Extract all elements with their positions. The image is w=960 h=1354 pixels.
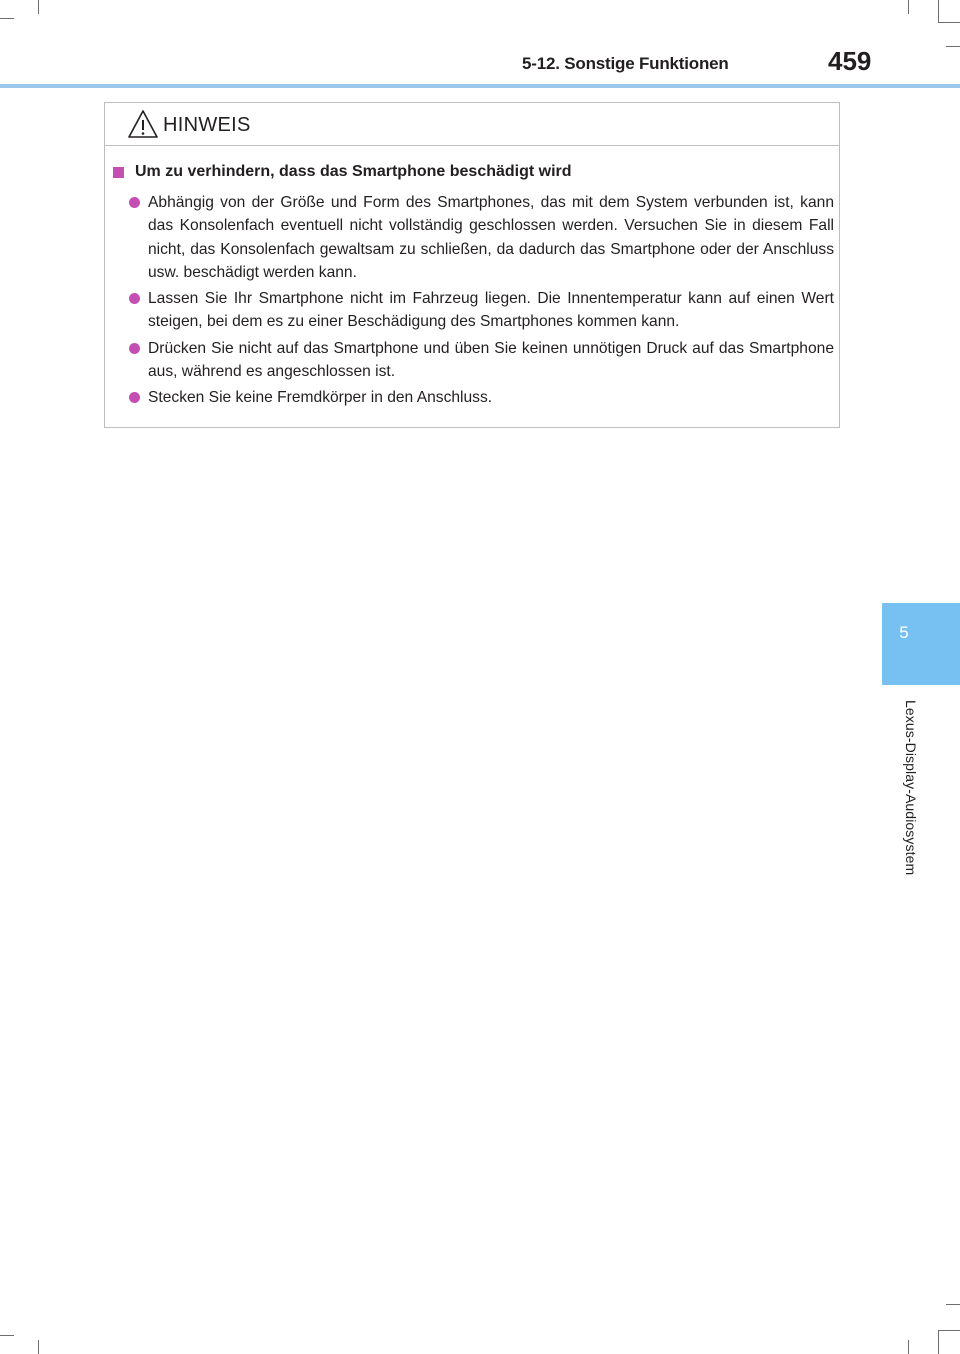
notice-list-item — [129, 337, 834, 384]
crop-mark — [908, 1340, 909, 1354]
chapter-number: 5 — [899, 623, 909, 642]
crop-mark — [38, 1340, 39, 1354]
crop-mark — [938, 0, 939, 22]
bullet-dot-icon — [129, 343, 140, 354]
notice-item-text: Abhängig von der Größe und Form des Smartphones, das mit dem System verbunden ist, kann das Konsolenfach eventuell nicht vollständig geschlossen werden. Versuchen Sie in diesem Fall nicht, das Konsolenfach gewaltsam zu schließen, da dadurch das Smartphone oder der Anschluss usw. beschädigt werden kann. — [148, 194, 834, 282]
notice-item-text: Stecken Sie keine Fremdkörper in den Anschluss. — [148, 389, 493, 406]
notice-list-item — [129, 386, 834, 409]
crop-mark — [0, 18, 14, 19]
header-rule — [0, 84, 960, 88]
chapter-label: Lexus-Display-Audiosystem — [903, 700, 919, 876]
crop-mark — [946, 46, 960, 47]
chapter-tab — [882, 603, 960, 685]
crop-mark — [38, 0, 39, 14]
notice-item-text: Lassen Sie Ihr Smartphone nicht im Fahrzeug liegen. Die Innentemperatur kann auf einen Wert steigen, bei dem es zu einer Beschädigung des Smartphones kommen kann. — [148, 290, 834, 331]
notice-box — [104, 102, 840, 428]
crop-mark — [938, 1330, 960, 1331]
page-number: 459 — [828, 46, 872, 76]
notice-item-text: Drücken Sie nicht auf das Smartphone und üben Sie keinen unnötigen Druck auf das Smartphone aus, während es angeschlossen ist. — [148, 340, 834, 381]
notice-subheading-text: Um zu verhindern, dass das Smartphone beschädigt wird — [135, 163, 572, 180]
notice-header — [105, 103, 839, 146]
crop-mark — [938, 22, 960, 23]
crop-mark — [938, 1330, 939, 1354]
notice-list-item — [129, 191, 834, 285]
bullet-dot-icon — [129, 293, 140, 304]
section-title: 5-12. Sonstige Funktionen — [522, 54, 729, 73]
notice-list-item — [129, 287, 834, 334]
warning-triangle-icon — [127, 109, 159, 139]
notice-title: HINWEIS — [163, 114, 251, 136]
crop-mark — [0, 1335, 14, 1336]
notice-subheading — [113, 163, 833, 181]
bullet-dot-icon — [129, 392, 140, 403]
crop-mark — [908, 0, 909, 14]
crop-mark — [946, 1304, 960, 1305]
square-bullet-icon — [113, 167, 124, 178]
bullet-dot-icon — [129, 197, 140, 208]
